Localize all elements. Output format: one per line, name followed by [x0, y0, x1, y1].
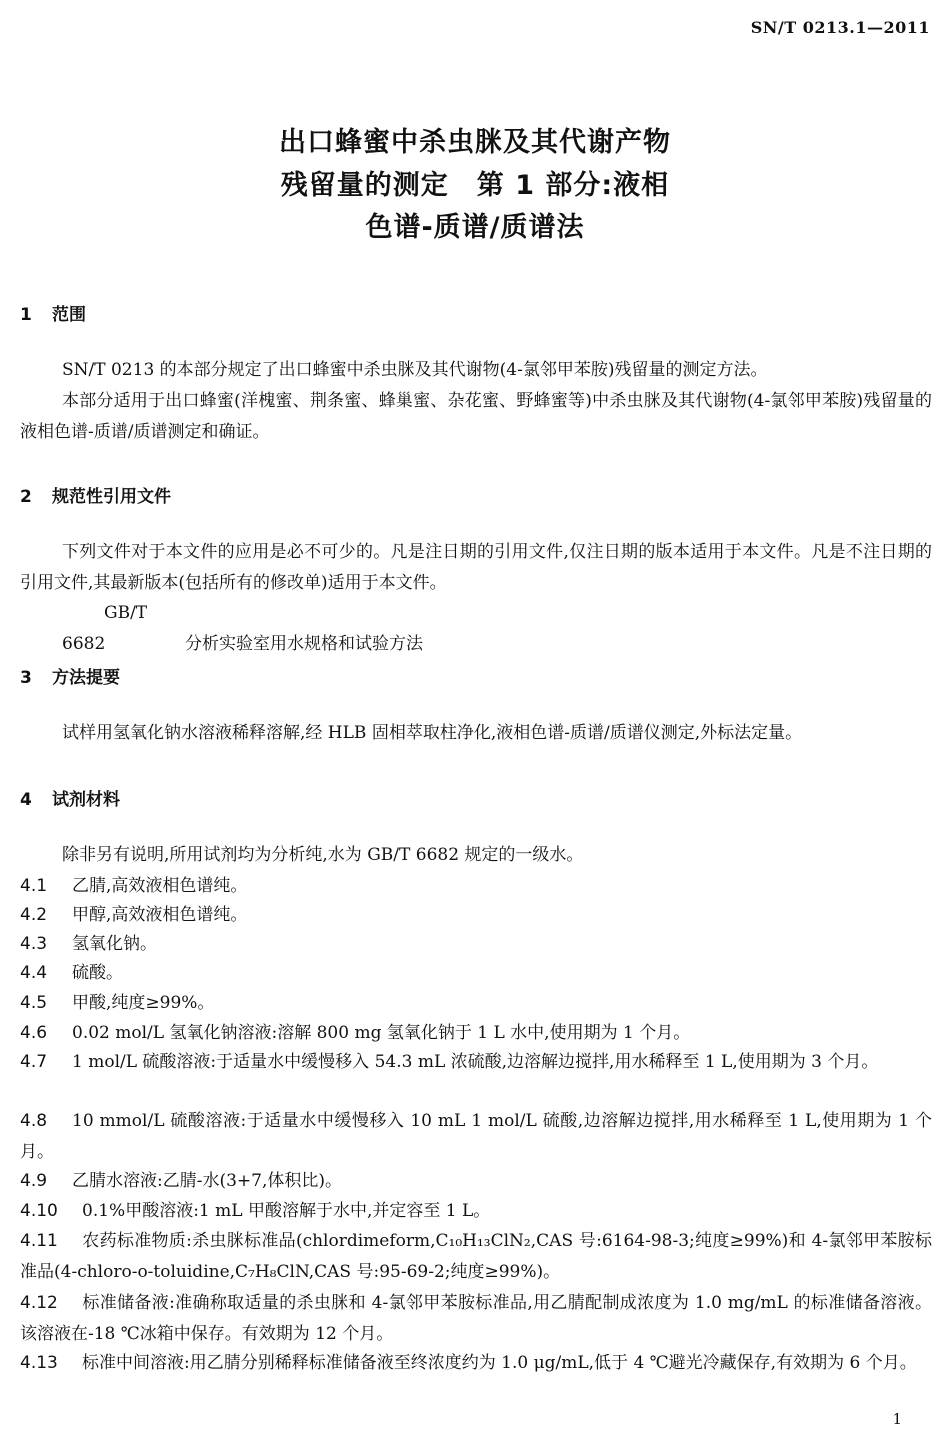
- item-text: 甲酸,纯度≥99%。: [72, 993, 215, 1013]
- section-number: 3: [20, 668, 32, 688]
- section-title: 试剂材料: [52, 790, 120, 810]
- item-text: 乙腈,高效液相色谱纯。: [72, 876, 248, 896]
- item-text: 氢氧化钠。: [72, 934, 157, 954]
- item-text: 10 mmol/L 硫酸溶液:于适量水中缓慢移入 10 mL 1 mol/L 硫酸,边溶解边搅拌,用水稀释至 1 L,使用期为 1 个月。: [20, 1111, 932, 1162]
- section-2-heading: [20, 482, 171, 507]
- item-number: 4.7: [20, 1052, 48, 1072]
- list-item: [20, 1348, 932, 1379]
- reference-title: 分析实验室用水规格和试验方法: [185, 634, 423, 654]
- list-item: [20, 929, 932, 960]
- item-number: 4.8: [20, 1111, 48, 1131]
- list-item: [20, 1106, 932, 1168]
- list-item: [20, 1166, 932, 1197]
- title-line-2: 残留量的测定 第 1 部分:液相: [280, 170, 670, 201]
- section-1-paragraph-2: 本部分适用于出口蜂蜜(洋槐蜜、荆条蜜、蜂巢蜜、杂花蜜、野蜂蜜等)中杀虫脒及其代谢物(4-氯邻甲苯胺)残留量的液相色谱-质谱/质谱测定和确证。: [20, 391, 932, 442]
- section-4-heading: [20, 785, 120, 810]
- section-2-paragraph-1: 下列文件对于本文件的应用是必不可少的。凡是注日期的引用文件,仅注日期的版本适用于本文件。凡是不注日期的引用文件,其最新版本(包括所有的修改单)适用于本文件。: [20, 542, 932, 593]
- item-number: 4.5: [20, 993, 48, 1013]
- list-item: [20, 1288, 932, 1350]
- list-item: [20, 1018, 932, 1049]
- standard-number: SN/T 0213.1—2011: [750, 18, 930, 37]
- section-title: 范围: [52, 305, 86, 325]
- item-text: 乙腈水溶液:乙腈-水(3+7,体积比)。: [72, 1171, 343, 1191]
- normative-reference: [20, 598, 932, 660]
- item-number: 4.12: [20, 1293, 58, 1313]
- item-number: 4.10: [20, 1201, 58, 1221]
- item-number: 4.11: [20, 1231, 58, 1251]
- list-item: [20, 988, 932, 1019]
- item-number: 4.6: [20, 1023, 48, 1043]
- item-number: 4.13: [20, 1353, 58, 1373]
- list-item: [20, 1047, 932, 1078]
- list-item: [20, 958, 932, 989]
- section-number: 4: [20, 790, 32, 810]
- list-item: [20, 900, 932, 931]
- title-line-3: 色谱-质谱/质谱法: [365, 212, 585, 243]
- item-text: 0.02 mol/L 氢氧化钠溶液:溶解 800 mg 氢氧化钠于 1 L 水中,使用期为 1 个月。: [72, 1023, 691, 1043]
- section-number: 2: [20, 487, 32, 507]
- item-number: 4.9: [20, 1171, 48, 1191]
- section-title: 方法提要: [52, 668, 120, 688]
- title-line-1: 出口蜂蜜中杀虫脒及其代谢产物: [279, 127, 671, 158]
- section-number: 1: [20, 305, 32, 325]
- item-number: 4.3: [20, 934, 48, 954]
- item-number: 4.1: [20, 876, 48, 896]
- item-text: 标准中间溶液:用乙腈分别稀释标准储备液至终浓度约为 1.0 μg/mL,低于 4 ℃避光冷藏保存,有效期为 6 个月。: [82, 1353, 917, 1373]
- list-item: [20, 1196, 932, 1227]
- section-3-paragraph-1: 试样用氢氧化钠水溶液稀释溶解,经 HLB 固相萃取柱净化,液相色谱-质谱/质谱仪测定,外标法定量。: [62, 723, 803, 743]
- item-text: 甲醇,高效液相色谱纯。: [72, 905, 248, 925]
- section-1-paragraph-1: SN/T 0213 的本部分规定了出口蜂蜜中杀虫脒及其代谢物(4-氯邻甲苯胺)残留量的测定方法。: [62, 360, 768, 380]
- item-text: 农药标准物质:杀虫脒标准品(chlordimeform,C₁₀H₁₃ClN₂,CAS 号:6164-98-3;纯度≥99%)和 4-氯邻甲苯胺标准品(4-chloro-o-toluidine,C₇H₈ClN,CAS 号:95-69-2;纯度≥99%)。: [20, 1231, 932, 1282]
- page-number: 1: [892, 1410, 902, 1428]
- item-text: 0.1%甲酸溶液:1 mL 甲酸溶解于水中,并定容至 1 L。: [82, 1201, 491, 1221]
- section-4-intro: 除非另有说明,所用试剂均为分析纯,水为 GB/T 6682 规定的一级水。: [62, 845, 584, 865]
- section-1-heading: [20, 300, 86, 325]
- item-text: 标准储备液:准确称取适量的杀虫脒和 4-氯邻甲苯胺标准品,用乙腈配制成浓度为 1.0 mg/mL 的标准储备溶液。该溶液在-18 ℃冰箱中保存。有效期为 12 个月。: [20, 1293, 932, 1344]
- item-text: 1 mol/L 硫酸溶液:于适量水中缓慢移入 54.3 mL 浓硫酸,边溶解边搅拌,用水稀释至 1 L,使用期为 3 个月。: [72, 1052, 879, 1072]
- list-item: [20, 1226, 932, 1288]
- item-number: 4.4: [20, 963, 48, 983]
- item-text: 硫酸。: [72, 963, 123, 983]
- list-item: [20, 871, 932, 902]
- reference-code: GB/T 6682: [62, 603, 148, 654]
- item-number: 4.2: [20, 905, 48, 925]
- section-title: 规范性引用文件: [52, 487, 171, 507]
- section-3-heading: [20, 663, 120, 688]
